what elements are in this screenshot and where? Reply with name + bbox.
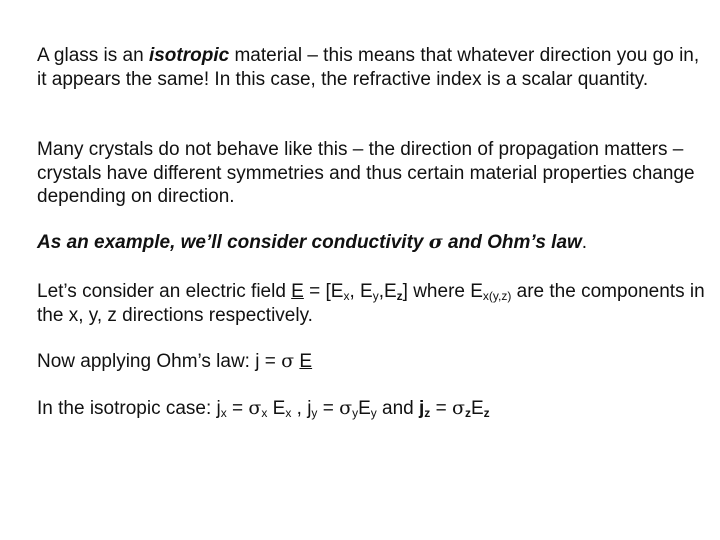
text-run: As an example, we’ll consider conductivity: [37, 232, 429, 253]
subscript: x: [343, 289, 350, 303]
isotropic-emphasis: isotropic: [148, 45, 230, 66]
example-paragraph: [37, 231, 707, 255]
subscript: y: [352, 406, 359, 420]
subscript: z: [424, 406, 431, 420]
text-run: ,E: [378, 281, 397, 302]
text-run: , j: [291, 398, 312, 419]
subscript: y: [372, 289, 379, 303]
text-run: are the components in the x, y, z directions respectively.: [37, 281, 705, 326]
subscript: z: [396, 289, 403, 303]
subscript: x: [261, 406, 268, 420]
text-run: .: [581, 232, 588, 253]
text-run: =: [226, 398, 249, 419]
text-run: =: [317, 398, 340, 419]
subscript: y: [311, 406, 318, 420]
text-run: E: [358, 398, 371, 419]
text-run: A glass is an: [37, 45, 149, 66]
text-run: In the isotropic case: j: [37, 398, 221, 419]
text-run: Let’s consider an electric field: [37, 281, 292, 302]
isotropic-paragraph: [37, 44, 707, 91]
subscript: x: [285, 406, 292, 420]
subscript: y: [370, 406, 377, 420]
text-run: and Ohm’s law: [442, 232, 582, 253]
sigma-symbol: σ: [281, 350, 295, 372]
text-run: , E: [349, 281, 373, 302]
sigma-symbol: σ: [248, 397, 262, 419]
sigma-symbol: σ: [428, 231, 443, 253]
current-vector-j: j: [255, 351, 260, 372]
text-run: and: [376, 398, 420, 419]
text-run: = [E: [303, 281, 344, 302]
subscript: z: [483, 406, 490, 420]
text-run: =: [259, 351, 282, 372]
text-run: ] where E: [402, 281, 483, 302]
subscript: z: [464, 406, 471, 420]
text-run: j: [419, 398, 425, 419]
text-run: E: [470, 398, 484, 419]
field-vector-E: E: [299, 351, 313, 372]
isotropic-case-paragraph: [37, 397, 707, 421]
ohms-law-paragraph: [37, 350, 707, 374]
text-run: E: [267, 398, 286, 419]
text-run: material – this means that whatever direction you go in, it appears the same! In this case, the refractive index is a scalar quantity.: [37, 45, 700, 90]
crystals-paragraph: Many crystals do not behave like this – the direction of propagation matters – crystals have different symmetries and thus certain material properties change depending on direction.: [37, 139, 695, 207]
subscript: x: [220, 406, 227, 420]
subscript: x(y,z): [482, 289, 512, 303]
text-run: Now applying Ohm’s law:: [37, 351, 256, 372]
electric-field-paragraph: [37, 280, 707, 327]
sigma-symbol: σ: [451, 397, 465, 419]
text-run: =: [430, 398, 452, 419]
sigma-symbol: σ: [339, 397, 353, 419]
field-vector-E: E: [291, 281, 304, 302]
